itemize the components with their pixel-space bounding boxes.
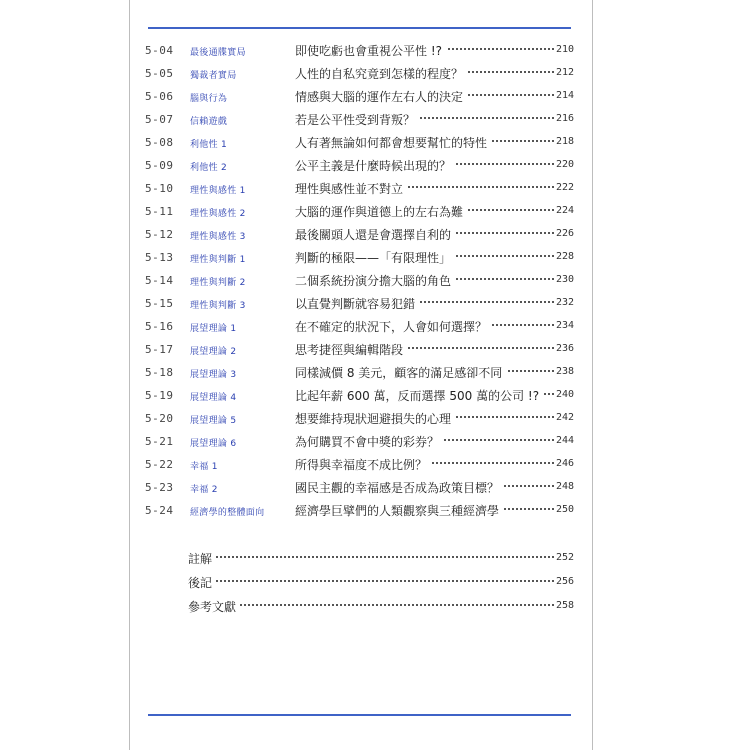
entry-title: 即使吃虧也會重視公平性 !?: [295, 42, 446, 59]
entry-section: 展望理論 4: [190, 393, 237, 403]
entry-title: 同樣減價 8 美元，顧客的滿足感卻不同: [295, 364, 506, 381]
toc-row: [0, 224, 750, 247]
entry-number: 5-20: [145, 412, 174, 425]
entry-section: 理性與判斷 2: [190, 278, 246, 288]
entry-title: 最後關頭人還是會選擇自利的: [295, 226, 455, 243]
entry-page: 222: [556, 182, 575, 193]
entry-page: 234: [556, 320, 575, 331]
entry-section: 信賴遊戲: [190, 117, 228, 127]
entry-section: 幸福 1: [190, 462, 218, 472]
entry-title: 後記: [188, 574, 216, 591]
entry-number: 5-08: [145, 136, 174, 149]
entry-page: 228: [556, 251, 575, 262]
dot-leader: [188, 580, 562, 582]
entry-section: 展望理論 5: [190, 416, 237, 426]
entry-page: 218: [556, 136, 575, 147]
entry-number: 5-19: [145, 389, 174, 402]
entry-title: 在不確定的狀況下，人會如何選擇？: [295, 318, 491, 335]
dot-leader: [188, 556, 562, 558]
entry-page: 244: [556, 435, 575, 446]
entry-section: 理性與感性 2: [190, 209, 246, 219]
toc-row: [0, 63, 750, 86]
entry-title: 比起年薪 600 萬，反而選擇 500 萬的公司 !?: [295, 387, 543, 404]
entry-page: 258: [556, 600, 575, 611]
entry-number: 5-18: [145, 366, 174, 379]
entry-number: 5-16: [145, 320, 174, 333]
entry-title: 人性的自私究竟到怎樣的程度？: [295, 65, 467, 82]
entry-title: 思考捷徑與編輯階段: [295, 341, 407, 358]
toc-row: [0, 339, 750, 362]
entry-page: 230: [556, 274, 575, 285]
entry-title: 大腦的運作與道德上的左右為難: [295, 203, 467, 220]
entry-number: 5-04: [145, 44, 174, 57]
entry-section: 展望理論 1: [190, 324, 237, 334]
entry-title: 所得與幸福度不成比例？: [295, 456, 431, 473]
toc-row: [0, 132, 750, 155]
entry-title: 人有著無論如何都會想要幫忙的特性: [295, 134, 491, 151]
entry-page: 216: [556, 113, 575, 124]
entry-section: 展望理論 6: [190, 439, 237, 449]
toc-row: [0, 454, 750, 477]
entry-page: 246: [556, 458, 575, 469]
entry-title: 以直覺判斷就容易犯錯: [295, 295, 419, 312]
entry-page: 226: [556, 228, 575, 239]
entry-section: 理性與判斷 1: [190, 255, 246, 265]
entry-page: 236: [556, 343, 575, 354]
toc-row: [0, 247, 750, 270]
entry-title: 經濟學巨擘們的人類觀察與三種經濟學: [295, 502, 503, 519]
toc-row: [0, 109, 750, 132]
entry-title: 想要維持現狀迴避損失的心理: [295, 410, 455, 427]
entry-page: 242: [556, 412, 575, 423]
entry-section: 幸福 2: [190, 485, 218, 495]
entry-number: 5-06: [145, 90, 174, 103]
entry-title: 為何購買不會中獎的彩券？: [295, 433, 443, 450]
entry-number: 5-13: [145, 251, 174, 264]
entry-section: 利他性 2: [190, 163, 228, 173]
entry-page: 214: [556, 90, 575, 101]
entry-title: 二個系統扮演分擔大腦的角色: [295, 272, 455, 289]
entry-page: 232: [556, 297, 575, 308]
entry-number: 5-23: [145, 481, 174, 494]
entry-title: 情感與大腦的運作左右人的決定: [295, 88, 467, 105]
toc-row: [0, 201, 750, 224]
toc-row: [0, 178, 750, 201]
entry-number: 5-15: [145, 297, 174, 310]
entry-section: 獨裁者實局: [190, 71, 237, 81]
toc-row: [0, 155, 750, 178]
entry-number: 5-05: [145, 67, 174, 80]
entry-page: 212: [556, 67, 575, 78]
toc-row: [0, 431, 750, 454]
entry-title: 若是公平性受到背叛？: [295, 111, 419, 128]
entry-section: 理性與判斷 3: [190, 301, 246, 311]
entry-number: 5-12: [145, 228, 174, 241]
entry-section: 展望理論 2: [190, 347, 237, 357]
entry-number: 5-17: [145, 343, 174, 356]
entry-title: 參考文獻: [188, 598, 240, 615]
entry-number: 5-10: [145, 182, 174, 195]
entry-page: 240: [556, 389, 575, 400]
entry-page: 248: [556, 481, 575, 492]
entry-number: 5-22: [145, 458, 174, 471]
entry-section: 利他性 1: [190, 140, 228, 150]
entry-page: 210: [556, 44, 575, 55]
entry-page: 220: [556, 159, 575, 170]
entry-page: 252: [556, 552, 575, 563]
toc-row: [0, 385, 750, 408]
entry-title: 國民主觀的幸福感是否成為政策目標？: [295, 479, 503, 496]
toc-row-notes: [0, 548, 750, 571]
entry-section: 理性與感性 1: [190, 186, 246, 196]
entry-page: 256: [556, 576, 575, 587]
entry-page: 250: [556, 504, 575, 515]
entry-title: 判斷的極限——「有限理性」: [295, 249, 455, 266]
toc-row: [0, 270, 750, 293]
dot-leader: [188, 604, 562, 606]
entry-title: 理性與感性並不對立: [295, 180, 407, 197]
entry-number: 5-21: [145, 435, 174, 448]
entry-section: 理性與感性 3: [190, 232, 246, 242]
entry-section: 經濟學的整體面向: [190, 508, 265, 518]
entry-page: 224: [556, 205, 575, 216]
entry-number: 5-24: [145, 504, 174, 517]
toc-row-references: [0, 596, 750, 619]
toc-row-afterword: [0, 572, 750, 595]
toc-row: [0, 500, 750, 523]
entry-number: 5-11: [145, 205, 174, 218]
toc-row: [0, 293, 750, 316]
toc-row: [0, 477, 750, 500]
entry-number: 5-14: [145, 274, 174, 287]
entry-title: 註解: [188, 550, 216, 567]
toc-row: [0, 408, 750, 431]
entry-section: 展望理論 3: [190, 370, 237, 380]
toc-row: [0, 362, 750, 385]
toc-row: [0, 40, 750, 63]
entry-number: 5-09: [145, 159, 174, 172]
entry-number: 5-07: [145, 113, 174, 126]
toc-row: [0, 316, 750, 339]
entry-page: 238: [556, 366, 575, 377]
entry-section: 腦與行為: [190, 94, 228, 104]
entry-section: 最後通牒實局: [190, 48, 246, 58]
entry-title: 公平主義是什麼時候出現的？: [295, 157, 455, 174]
toc-row: [0, 86, 750, 109]
